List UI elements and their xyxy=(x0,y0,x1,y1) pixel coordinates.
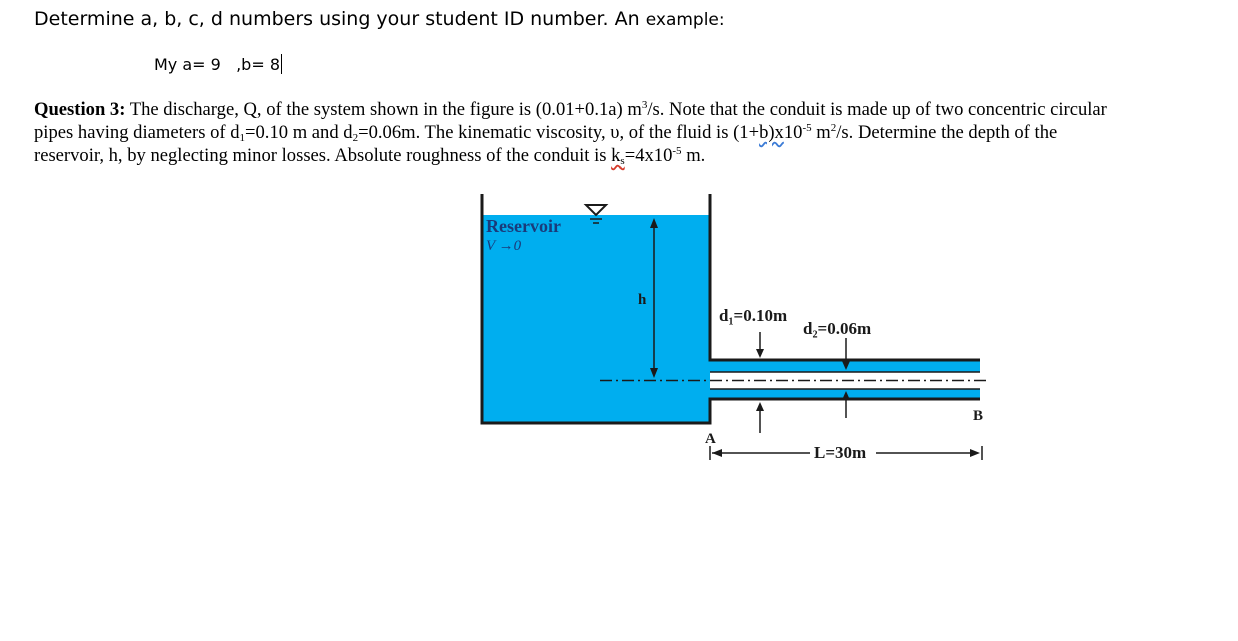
free-surface-symbol xyxy=(586,205,606,215)
h-label: h xyxy=(638,292,647,308)
question-line-3: reservoir, h, by neglecting minor losses. Absolute roughness of the conduit is $k_s=4x10^{-5}$ m. xyxy=(34,145,706,167)
d2-label: d₂=0.06m xyxy=(803,319,872,338)
d1-arrow-down xyxy=(756,349,764,358)
question-line-2: pipes having diameters of $d_1=0.10$ m and $d_2=0.06m$. The kinematic viscosity, υ, of the fluid is $(1+b)x10^{-5}$ $m^2/s$. Determine the depth of the xyxy=(34,122,1058,144)
length-label: L=30m xyxy=(814,443,867,462)
example-text: My a= 9 ,b= 8 xyxy=(154,55,281,74)
question-line-1: Question 3: The discharge, Q, of the system shown in the figure is (0.01+0.1a) $m^3/s$. Note that the conduit is made up of two concentric circular xyxy=(34,99,1107,120)
reservoir-label: Reservoir xyxy=(486,216,561,236)
instruction-main: Determine a, b, c, d numbers using your student ID number. An xyxy=(34,8,640,30)
question-paragraph xyxy=(34,98,1214,167)
spellcheck-ks[interactable]: $k_s$ xyxy=(611,145,625,167)
point-a-label: A xyxy=(705,431,716,447)
velocity-label: V →0 xyxy=(486,238,522,254)
reservoir-pipe-figure xyxy=(470,188,1000,478)
instruction-tail: example: xyxy=(645,10,725,30)
question-label: Question 3: xyxy=(34,99,126,120)
text-caret xyxy=(281,54,282,74)
instruction-text xyxy=(34,8,725,30)
example-line[interactable] xyxy=(154,54,282,74)
d1-arrow-up xyxy=(756,402,764,411)
d1-label: d₁=0.10m xyxy=(719,306,788,325)
point-b-label: B xyxy=(973,408,984,424)
spellcheck-variable-b[interactable]: b)x xyxy=(759,122,784,143)
